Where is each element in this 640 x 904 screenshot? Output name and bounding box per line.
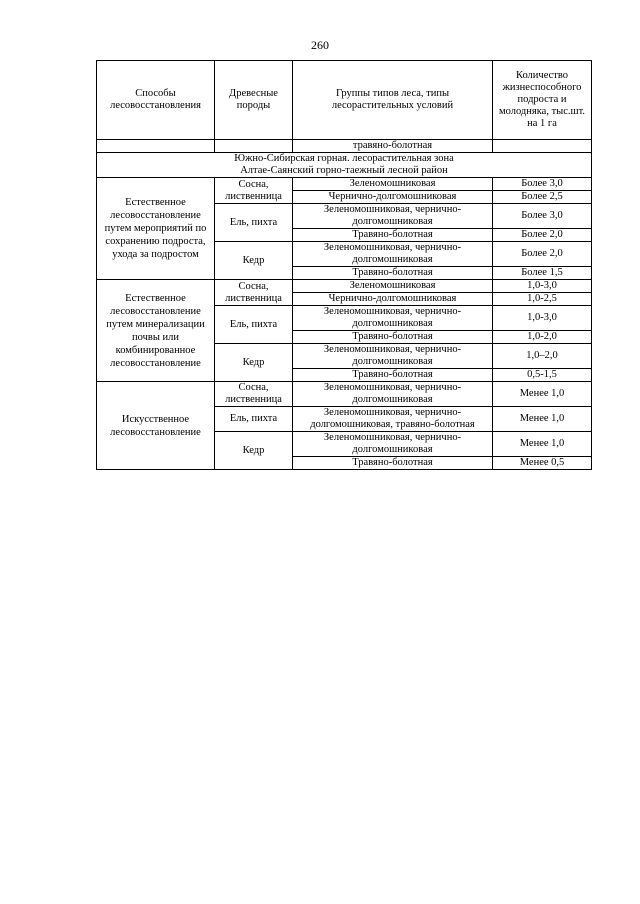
- species-cell: Кедр: [215, 344, 293, 382]
- forest-type-cell: Травяно-болотная: [293, 457, 493, 470]
- quantity-cell: 1,0-3,0: [493, 280, 592, 293]
- table-header-row: [97, 61, 592, 140]
- header-method: Способы лесовосстановления: [97, 61, 215, 140]
- species-cell: Кедр: [215, 432, 293, 470]
- table-row: [97, 382, 592, 407]
- forest-type-cell: Чернично-долгомошниковая: [293, 293, 493, 306]
- quantity-cell: 1,0-3,0: [493, 306, 592, 331]
- forest-type-cell: Чернично-долгомошниковая: [293, 191, 493, 204]
- forest-type-cell: Зеленомошниковая, чернично-долгомошниковая: [293, 432, 493, 457]
- species-cell: Сосна, лиственница: [215, 178, 293, 204]
- quantity-cell: Более 2,5: [493, 191, 592, 204]
- quantity-cell: 1,0-2,5: [493, 293, 592, 306]
- species-cell: Ель, пихта: [215, 204, 293, 242]
- quantity-cell: Более 2,0: [493, 242, 592, 267]
- method-cell: Естественное лесовосстановление путем минерализации почвы или комбинированное лесовосстановление: [97, 280, 215, 382]
- table-cell: [97, 140, 215, 153]
- table-row: [97, 280, 592, 293]
- quantity-cell: Менее 1,0: [493, 407, 592, 432]
- forest-type-cell: Зеленомошниковая: [293, 178, 493, 191]
- method-cell: Естественное лесовосстановление путем мероприятий по сохранению подроста, ухода за подростом: [97, 178, 215, 280]
- forest-type-cell: Травяно-болотная: [293, 331, 493, 344]
- species-cell: Кедр: [215, 242, 293, 280]
- quantity-cell: Менее 0,5: [493, 457, 592, 470]
- page-number: 260: [311, 38, 329, 52]
- forest-type-cell: Травяно-болотная: [293, 229, 493, 242]
- quantity-cell: Менее 1,0: [493, 382, 592, 407]
- forest-type-cell: Травяно-болотная: [293, 267, 493, 280]
- quantity-cell: 1,0-2,0: [493, 331, 592, 344]
- species-cell: Сосна, лиственница: [215, 280, 293, 306]
- quantity-cell: Более 2,0: [493, 229, 592, 242]
- species-cell: Ель, пихта: [215, 306, 293, 344]
- section-header-row: [97, 153, 592, 178]
- forest-type-cell: Зеленомошниковая: [293, 280, 493, 293]
- table-cell: [215, 140, 293, 153]
- quantity-cell: 0,5-1,5: [493, 369, 592, 382]
- forest-type-cell: Зеленомошниковая, чернично-долгомошниковая, травяно-болотная: [293, 407, 493, 432]
- forest-type-cell: Зеленомошниковая, чернично-долгомошниковая: [293, 242, 493, 267]
- header-forest-type: Группы типов леса, типы лесорастительных условий: [293, 61, 493, 140]
- quantity-cell: Менее 1,0: [493, 432, 592, 457]
- section-region: Алтае-Саянский горно-таежный лесной район: [240, 165, 448, 176]
- species-cell: Ель, пихта: [215, 407, 293, 432]
- forest-type-cell: Зеленомошниковая, чернично-долгомошниковая: [293, 382, 493, 407]
- quantity-cell: Более 3,0: [493, 204, 592, 229]
- method-cell: Искусственное лесовосстановление: [97, 382, 215, 470]
- quantity-cell: Более 1,5: [493, 267, 592, 280]
- table-row: [97, 178, 592, 191]
- quantity-cell: 1,0–2,0: [493, 344, 592, 369]
- section-header: [97, 153, 592, 178]
- forest-type-cell: Зеленомошниковая, чернично-долгомошниковая: [293, 306, 493, 331]
- section-zone: Южно-Сибирская горная. лесорастительная зона: [234, 153, 454, 164]
- table-cell: [493, 140, 592, 153]
- carryover-type: травяно-болотная: [293, 140, 493, 153]
- table-row-carryover: [97, 140, 592, 153]
- reforestation-table: [96, 60, 592, 470]
- forest-type-cell: Зеленомошниковая, чернично-долгомошниковая: [293, 204, 493, 229]
- species-cell: Сосна, лиственница: [215, 382, 293, 407]
- forest-type-cell: Травяно-болотная: [293, 369, 493, 382]
- header-species: Древесные породы: [215, 61, 293, 140]
- forest-type-cell: Зеленомошниковая, чернично-долгомошниковая: [293, 344, 493, 369]
- header-quantity: Количество жизнеспособного подроста и молодняка, тыс.шт. на 1 га: [493, 61, 592, 140]
- quantity-cell: Более 3,0: [493, 178, 592, 191]
